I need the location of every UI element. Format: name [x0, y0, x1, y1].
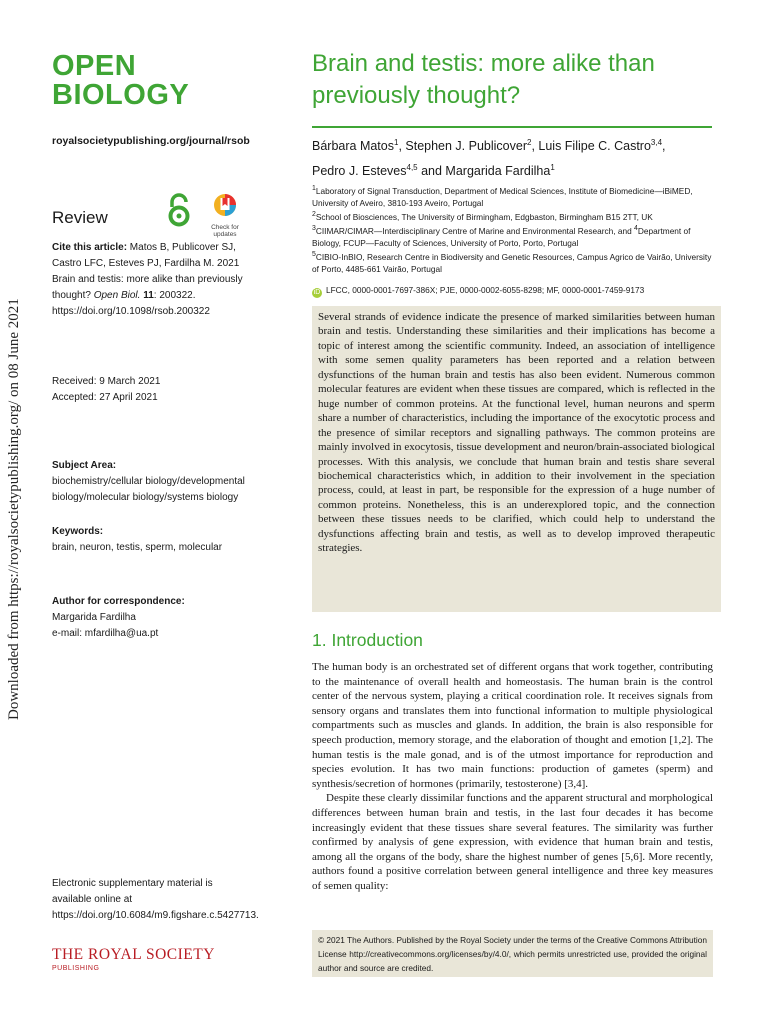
author-5-sup: 1 [550, 163, 555, 173]
cite-doi[interactable]: https://doi.org/10.1098/rsob.200322 [52, 306, 210, 317]
intro-paragraph-2: Despite these clearly dissimilar functions and the apparent structural and morphological differences between human brain and testis, in the last four decades it has become increasingly evident that these tissues share several features. The similarity was further confirmed by analysis of gene expression, with evidence that human brain and testis, among all the organs of the body, share the highest number of genes [5,6]. More recently, authors found a positive correlation between general intelligence and three key measures of semen quality: [312, 792, 713, 892]
cite-journal: Open Biol. [93, 290, 141, 301]
author-1-sup: 1 [393, 138, 399, 147]
article-type: Review [52, 208, 108, 227]
subject-label: Subject Area: [52, 460, 117, 471]
title-rule [312, 126, 712, 128]
affiliation-2: $^2$School of Biosciences, The University of Birmingham, Edgbaston, Birmingham B15 2TT, UK [312, 211, 653, 222]
download-notice [2, 160, 26, 720]
citation [52, 240, 250, 320]
author-sep: , [662, 139, 666, 154]
author-5: and Margarida Fardilha [417, 164, 551, 179]
publisher-sub: PUBLISHING [52, 965, 100, 972]
affiliation-3: $^3$CIIMAR/CIMAR—Interdisciplinary Centre of Marine and Environmental Research, and $^4$Department of Biology, FCUP—Faculty of Sciences, University of Porto, Porto, Portugal [312, 225, 691, 249]
cite-label: Cite this article: [52, 242, 128, 253]
intro-body [312, 660, 713, 894]
correspondence [52, 594, 250, 642]
cite-text: Matos B, Publicover SJ, Castro LFC, Esteves PJ, Fardilha M. 2021 Brain and testis: more alike than previously thought? [52, 242, 243, 301]
subject-text: biochemistry/cellular biology/developmental biology/molecular biology/systems biology [52, 476, 245, 503]
journal-url[interactable]: royalsocietypublishing.org/journal/rsob [52, 135, 250, 147]
cite-rest: : 200322. [153, 290, 196, 301]
author-3-sup: 3,4 [650, 138, 663, 147]
orcid-text: LFCC, 0000-0001-7697-386X; PJE, 0000-0002-6055-8298; MF, 0000-0001-7459-9173 [326, 285, 645, 295]
author-2-sup: 2 [526, 138, 532, 147]
author-2: , Stephen J. Publicover [398, 139, 527, 154]
correspondence-label: Author for correspondence: [52, 596, 185, 607]
keywords-text: brain, neuron, testis, sperm, molecular [52, 542, 223, 553]
article-dates [52, 374, 250, 406]
affiliation-5: $^5$CIBIO-InBIO, Research Centre in Biodiversity and Genetic Resources, Campus Agrico de Vairão, University of Porto, 4485-661 Vairão, Portugal [312, 251, 712, 275]
orcid-icon[interactable]: iD [313, 289, 321, 296]
correspondence-name: Margarida Fardilha [52, 612, 136, 623]
author-4: Pedro J. Esteves [312, 164, 407, 179]
check-updates-line1: Check for [211, 224, 239, 231]
journal-logo [52, 52, 189, 110]
abstract: Several strands of evidence indicate the presence of marked similarities between human brain and testis. Understanding these similarities and their implications has become a topic of interest among the scientific community. Indeed, an association of intelligence with some semen quality parameters has been reported and a relation between dysfunctions of the human brain and testis has also been evident. Numerous common molecular features are evident when these tissues are compared, which is reflected in the huge number of common proteins. At the functional level, human neurons and sperm share a number of characteristics, including the importance of the exocytotic process and the presence of similar receptors and signalling pathways. The common proteins are mainly involved in exocytosis, tissue development and neuron/brain-associated biological processes. With this analysis, we conclude that human brain and testis share several biochemical characteristics which, in addition to their involvement in the speciation process, could, at least in part, be responsible for the expression of a huge number of common proteins. Nonetheless, this is an underexplored topic, and the connection between these tissues needs to be clarified, which could help to understand the dysfunctions affecting brain and testis, as well as to develop improved therapeutic strategies. [312, 306, 721, 612]
affiliation-1: $^1$Laboratory of Signal Transduction, Department of Medical Sciences, Institute of Biomedicine—iBiMED, University of Aveiro, 3810-193 Aveiro, Portugal [312, 185, 693, 208]
orcid-line [312, 285, 722, 298]
author-list [312, 132, 722, 182]
intro-paragraph-1: The human body is an orchestrated set of different organs that work together, contributing to the maintenance of overall health and homeostasis. The human brain is the control center of the nervous system, playing a critical coordination role. It receives signals from sensory organs and translates them into functional information to multiple physiological compartments such as muscles and glands. In addition, the brain is also responsible for speech production, memory storage, and the elaboration of thought and emotion [1,2]. The human testis is the male gonad, and is of the utmost importance for reproduction and species evolution. It has two main functions: production of gametes (sperm) and synthesis/secretion of hormones (primarily, testosterone) [3,4]. [312, 661, 713, 790]
logo-line-open: OPEN [52, 50, 137, 82]
cite-volume: 11 [140, 290, 154, 301]
publisher-name: THE ROYAL SOCIETY [52, 946, 215, 963]
check-for-updates-button[interactable] [205, 193, 245, 238]
download-notice-text: Downloaded from https://royalsocietypublishing.org/ on 08 June 2021 [6, 298, 22, 720]
open-access-icon [166, 193, 192, 227]
correspondence-email[interactable]: e-mail: mfardilha@ua.pt [52, 628, 159, 639]
author-4-sup: 4,5 [406, 163, 418, 173]
accepted-date: Accepted: 27 April 2021 [52, 392, 158, 403]
keywords [52, 524, 250, 556]
section-heading-introduction: 1. Introduction [312, 630, 423, 650]
check-updates-line2: updates [213, 231, 237, 238]
copyright-box: © 2021 The Authors. Published by the Royal Society under the terms of the Creative Commons Attribution License http://creativecommons.org/licenses/by/4.0/, which permits unrestricted use, provided the original author and source are credited. [312, 930, 713, 977]
supplementary-note: Electronic supplementary material is available online at https://doi.org/10.6084/m9.figshare.c.5427713. [52, 878, 259, 921]
author-1: Bárbara Matos [312, 139, 394, 154]
article-title: Brain and testis: more alike than previously thought? [312, 50, 655, 109]
check-updates-icon [205, 193, 245, 219]
keywords-label: Keywords: [52, 526, 104, 537]
affiliations [312, 183, 720, 275]
received-date: Received: 9 March 2021 [52, 376, 161, 387]
author-3: , Luis Filipe C. Castro [531, 139, 651, 154]
subject-area [52, 458, 250, 506]
logo-line-biology: BIOLOGY [52, 79, 190, 111]
